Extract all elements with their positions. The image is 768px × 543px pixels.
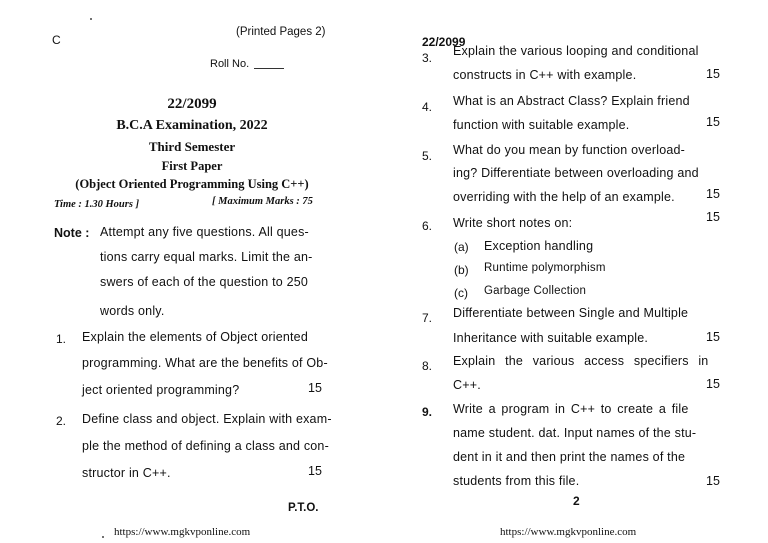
subitem-label: (a) — [454, 240, 469, 254]
subitem-text: Runtime polymorphism — [484, 262, 606, 274]
question-number: 8. — [422, 359, 433, 373]
question-line: Define class and object. Explain with exam- — [82, 412, 332, 426]
question-marks: 15 — [706, 67, 720, 81]
exam-title: B.C.A Examination, 2022 — [116, 118, 268, 133]
paper: First Paper — [161, 159, 223, 173]
subject: (Object Oriented Programming Using C++) — [75, 177, 309, 191]
question-line: C++. — [453, 378, 481, 392]
note-line: Attempt any five questions. All ques- — [100, 225, 309, 239]
subitem-label: (b) — [454, 263, 469, 277]
question-line: students from this file. — [453, 474, 580, 488]
semester: Third Semester — [148, 139, 236, 154]
question-line: ing? Differentiate between overloading and — [453, 166, 699, 180]
question-number: 6. — [422, 219, 433, 233]
subitem-label: (c) — [454, 286, 468, 300]
note-line: words only. — [100, 304, 165, 318]
question-number: 4. — [422, 100, 433, 114]
question-line: Explain the various access specifiers in — [453, 354, 709, 368]
question-line: ple the method of defining a class and con- — [82, 439, 329, 453]
question-line: Explain the various looping and conditional — [453, 44, 699, 58]
pto: P.T.O. — [288, 502, 319, 514]
speck — [102, 536, 104, 538]
roll-no-label: Roll No. — [210, 58, 250, 70]
question-line: Inheritance with suitable example. — [453, 331, 649, 345]
footer-url: https://www.mgkvponline.com — [114, 526, 251, 538]
question-number: 2. — [56, 414, 67, 428]
question-line: What is an Abstract Class? Explain friend — [453, 94, 690, 108]
question-line: dent in it and then print the names of the — [453, 450, 686, 464]
question-line: overriding with the help of an example. — [453, 190, 675, 204]
page-number: 2 — [573, 494, 580, 508]
question-line: function with suitable example. — [453, 118, 630, 132]
question-marks: 15 — [706, 115, 720, 129]
question-line: name student. dat. Input names of the stu- — [453, 426, 697, 440]
printed-pages: (Printed Pages 2) — [236, 26, 326, 38]
paper-code: 22/2099 — [167, 96, 217, 112]
question-marks: 15 — [706, 330, 720, 344]
question-line: Write short notes on: — [453, 216, 573, 230]
question-marks: 15 — [706, 187, 720, 201]
corner-letter: C — [52, 33, 61, 47]
question-number: 3. — [422, 51, 433, 65]
question-line: Write a program in C++ to create a file — [453, 402, 689, 416]
paper-code: 22/2099 — [422, 35, 466, 49]
question-number: 9. — [422, 405, 433, 419]
subitem-text: Exception handling — [484, 239, 594, 253]
question-line: Explain the elements of Object oriented — [82, 330, 308, 344]
question-line: ject oriented programming? — [82, 383, 240, 397]
question-number: 1. — [56, 332, 67, 346]
question-marks: 15 — [706, 474, 720, 488]
subitem-text: Garbage Collection — [484, 285, 587, 297]
note-line: swers of each of the question to 250 — [100, 275, 309, 289]
question-line: constructs in C++ with example. — [453, 68, 637, 82]
roll-no-line — [254, 68, 284, 69]
max-marks: [ Maximum Marks : 75 — [212, 196, 313, 207]
question-marks: 15 — [308, 381, 322, 395]
right-page — [384, 0, 768, 543]
question-line: Differentiate between Single and Multiple — [453, 306, 689, 320]
question-line: programming. What are the benefits of Ob- — [82, 356, 328, 370]
question-line: What do you mean by function overload- — [453, 143, 686, 157]
question-marks: 15 — [706, 210, 720, 224]
question-marks: 15 — [308, 464, 322, 478]
note-line: tions carry equal marks. Limit the an- — [100, 250, 313, 264]
exam-time: Time : 1.30 Hours ] — [54, 199, 140, 210]
question-number: 7. — [422, 311, 433, 325]
footer-url: https://www.mgkvponline.com — [500, 526, 637, 538]
question-number: 5. — [422, 149, 433, 163]
question-line: structor in C++. — [82, 466, 171, 480]
question-marks: 15 — [706, 377, 720, 391]
speck — [90, 18, 92, 20]
note-label: Note : — [54, 226, 90, 240]
